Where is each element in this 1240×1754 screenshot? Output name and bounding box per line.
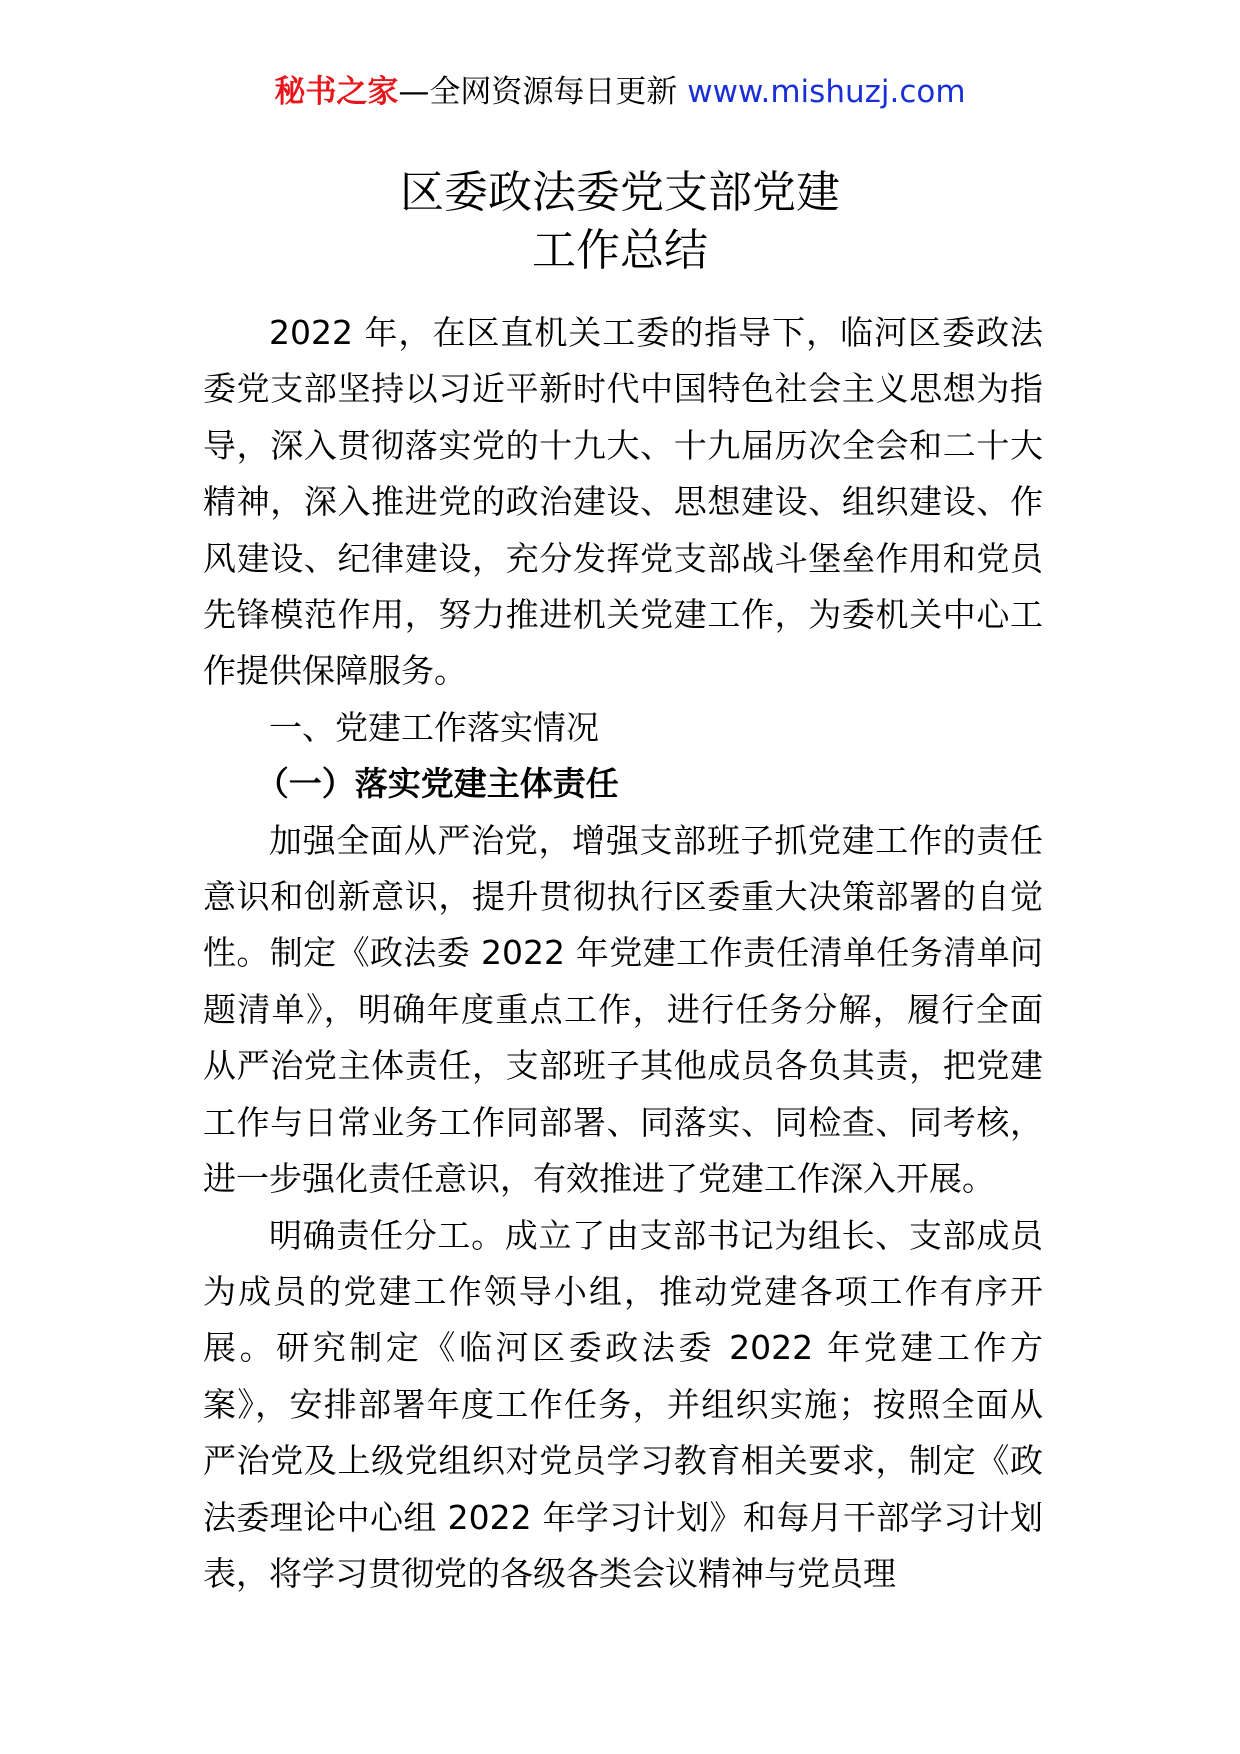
- document-body: [203, 305, 1043, 1602]
- site-slogan: —全网资源每日更新: [398, 74, 688, 110]
- brand-name: 秘书之家: [274, 74, 399, 110]
- section-heading: 一、党建工作落实情况: [269, 707, 599, 747]
- subsection-heading: （一）落实党建主体责任: [255, 764, 619, 804]
- title-line-1: 区委政法委党支部党建: [400, 167, 840, 218]
- document-title: [0, 164, 1240, 280]
- site-header: [0, 72, 1240, 112]
- title-line-2: 工作总结: [532, 225, 708, 276]
- body-paragraph: 加强全面从严治党，增强支部班子抓党建工作的责任意识和创新意识，提升贯彻执行区委重大决策部署的自觉性。制定《政法委 2022 年党建工作责任清单任务清单问题清单》，明确年度重点工作，进行任务分解，履行全面从严治党主体责任，支部班子其他成员各负其责，把党建工作与日常业务工作同部署、同落实、同检查、同考核，进一步强化责任意识，有效推进了党建工作深入开展。: [203, 820, 1043, 1199]
- intro-paragraph: 2022 年，在区直机关工委的指导下，临河区委政法委党支部坚持以习近平新时代中国特色社会主义思想为指导，深入贯彻落实党的十九大、十九届历次全会和二十大精神，深入推进党的政治建设、思想建设、组织建设、作风建设、纪律建设，充分发挥党支部战斗堡垒作用和党员先锋模范作用，努力推进机关党建工作，为委机关中心工作提供保障服务。: [203, 313, 1043, 691]
- body-paragraph: 明确责任分工。成立了由支部书记为组长、支部成员为成员的党建工作领导小组，推动党建各项工作有序开展。研究制定《临河区委政法委 2022 年党建工作方案》，安排部署年度工作任务，并组织实施；按照全面从严治党及上级党组织对党员学习教育相关要求，制定《政法委理论中心组 2022 年学习计划》和每月干部学习计划表，将学习贯彻党的各级各类会议精神与党员理: [203, 1215, 1043, 1593]
- site-url-link[interactable]: www.mishuzj.com: [687, 74, 966, 110]
